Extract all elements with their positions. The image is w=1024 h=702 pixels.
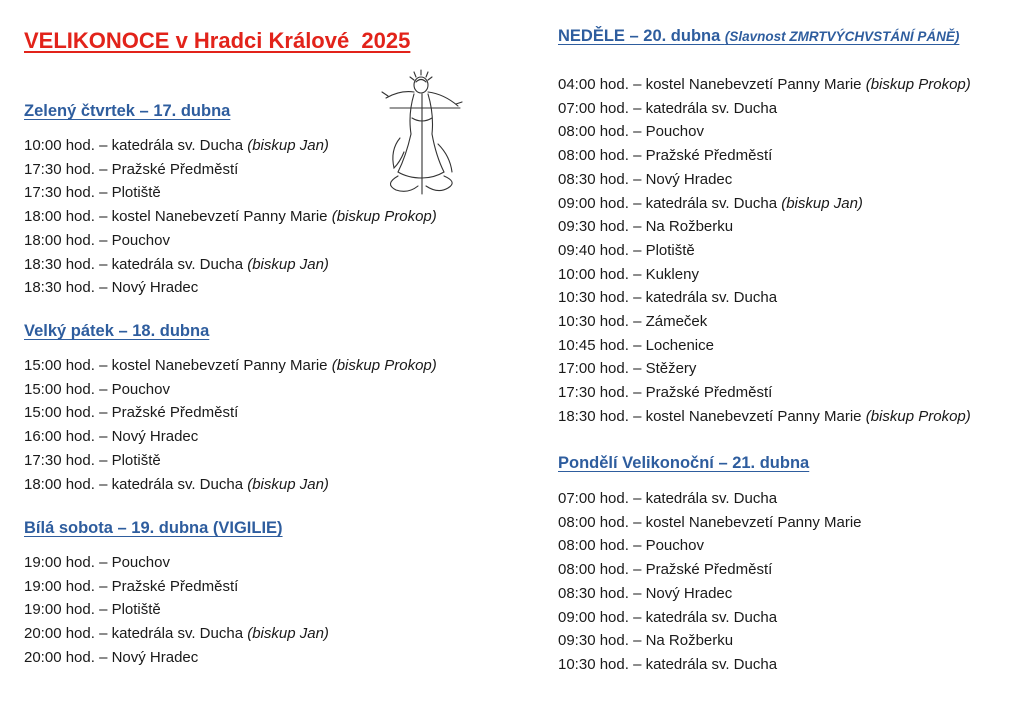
section-easter-sunday xyxy=(558,25,971,429)
schedule-entry xyxy=(24,134,437,158)
entry-text: 20:00 hod. – Nový Hradec xyxy=(24,648,199,666)
schedule-entry xyxy=(24,622,329,646)
entry-text: 10:30 hod. – Zámeček xyxy=(558,313,708,331)
schedule-entry xyxy=(24,551,329,575)
schedule-list xyxy=(24,551,329,670)
entry-text: 18:30 hod. – Nový Hradec xyxy=(24,279,199,297)
section-heading-main: NEDĚLE – 20. dubna xyxy=(558,27,725,45)
schedule-entry xyxy=(558,334,971,358)
entry-text: 17:30 hod. – Plotiště xyxy=(24,184,161,202)
schedule-entry xyxy=(558,405,971,429)
schedule-entry xyxy=(24,449,437,473)
section-good-friday xyxy=(24,320,437,496)
entry-text: 17:30 hod. – Plotiště xyxy=(24,451,161,469)
schedule-entry xyxy=(558,192,971,216)
entry-text: 10:00 hod. – katedrála sv. Ducha xyxy=(24,137,248,154)
section-heading: Bílá sobota – 19. dubna (VIGILIE) xyxy=(24,519,283,537)
schedule-entry xyxy=(558,263,971,287)
schedule-entry xyxy=(558,653,862,677)
section-heading xyxy=(558,25,971,48)
schedule-entry xyxy=(24,401,437,425)
entry-note: (biskup Prokop) xyxy=(331,208,437,226)
entry-note: (biskup Jan) xyxy=(247,137,329,154)
entry-text: 10:30 hod. – katedrála sv. Ducha xyxy=(558,655,778,673)
section-heading-sub: (Slavnost ZMRTVÝCHVSTÁNÍ PÁNĚ) xyxy=(724,29,960,44)
schedule-entry xyxy=(558,97,971,121)
entry-text: 18:00 hod. – kostel Nanebevzetí Panny Marie xyxy=(24,208,332,226)
entry-text: 04:00 hod. – kostel Nanebevzetí Panny Marie xyxy=(558,76,866,93)
schedule-entry xyxy=(558,286,971,310)
entry-text: 08:00 hod. – kostel Nanebevzetí Panny Marie xyxy=(558,513,862,531)
schedule-entry xyxy=(24,205,437,229)
entry-note: (biskup Jan) xyxy=(781,194,863,212)
entry-text: 18:00 hod. – katedrála sv. Ducha xyxy=(24,475,248,493)
section-heading-main: Pondělí Velikonoční – 21. dubna xyxy=(558,454,810,472)
entry-note: (biskup Jan) xyxy=(247,625,329,643)
entry-text: 10:45 hod. – Lochenice xyxy=(558,336,714,354)
schedule-entry xyxy=(24,253,437,277)
schedule-entry xyxy=(24,473,437,497)
schedule-entry xyxy=(24,276,437,300)
schedule-entry xyxy=(558,534,862,558)
entry-text: 07:00 hod. – katedrála sv. Ducha xyxy=(558,490,778,507)
entry-text: 09:40 hod. – Plotiště xyxy=(558,241,695,259)
entry-text: 17:00 hod. – Stěžery xyxy=(558,360,697,378)
schedule-entry xyxy=(24,425,437,449)
schedule-entry xyxy=(558,357,971,381)
entry-text: 19:00 hod. – Pražské Předměstí xyxy=(24,577,239,595)
entry-text: 17:30 hod. – Pražské Předměstí xyxy=(24,160,239,178)
entry-text: 15:00 hod. – Pouchov xyxy=(24,380,170,398)
entry-text: 09:30 hod. – Na Rožberku xyxy=(558,632,734,650)
entry-text: 08:00 hod. – Pouchov xyxy=(558,537,704,555)
schedule-list xyxy=(558,73,971,429)
entry-text: 07:00 hod. – katedrála sv. Ducha xyxy=(558,99,778,117)
entry-note: (biskup Prokop) xyxy=(331,357,437,374)
schedule-entry xyxy=(558,144,971,168)
entry-text: 15:00 hod. – kostel Nanebevzetí Panny Marie xyxy=(24,357,332,374)
section-heading xyxy=(558,452,862,475)
entry-note: (biskup Prokop) xyxy=(865,407,971,425)
schedule-entry xyxy=(558,381,971,405)
schedule-entry xyxy=(24,598,329,622)
schedule-entry xyxy=(24,158,437,182)
entry-text: 08:00 hod. – Pražské Předměstí xyxy=(558,561,773,579)
entry-text: 15:00 hod. – Pražské Předměstí xyxy=(24,404,239,422)
entry-text: 08:00 hod. – Pouchov xyxy=(558,123,704,141)
entry-note: (biskup Prokop) xyxy=(865,76,971,93)
schedule-entry xyxy=(558,582,862,606)
schedule-entry xyxy=(24,575,329,599)
section-holy-saturday xyxy=(24,517,329,670)
schedule-entry xyxy=(558,606,862,630)
schedule-entry xyxy=(558,629,862,653)
entry-text: 18:00 hod. – Pouchov xyxy=(24,231,170,249)
schedule-entry xyxy=(558,558,862,582)
schedule-entry xyxy=(24,181,437,205)
schedule-list xyxy=(24,354,437,496)
section-easter-monday xyxy=(558,452,862,677)
entry-text: 17:30 hod. – Pražské Předměstí xyxy=(558,384,773,402)
schedule-entry xyxy=(24,378,437,402)
entry-note: (biskup Jan) xyxy=(247,255,329,273)
page-title: VELIKONOCE v Hradci Králové 2025 xyxy=(24,28,411,53)
entry-text: 09:00 hod. – katedrála sv. Ducha xyxy=(558,194,782,212)
entry-text: 19:00 hod. – Plotiště xyxy=(24,601,161,619)
entry-text: 09:00 hod. – katedrála sv. Ducha xyxy=(558,608,778,626)
entry-text: 18:30 hod. – katedrála sv. Ducha xyxy=(24,255,248,273)
entry-text: 16:00 hod. – Nový Hradec xyxy=(24,428,199,446)
schedule-entry xyxy=(558,215,971,239)
entry-text: 08:30 hod. – Nový Hradec xyxy=(558,170,733,188)
schedule-entry xyxy=(558,310,971,334)
entry-text: 08:30 hod. – Nový Hradec xyxy=(558,584,733,602)
entry-text: 18:30 hod. – kostel Nanebevzetí Panny Marie xyxy=(558,407,866,425)
schedule-entry xyxy=(24,646,329,670)
schedule-entry xyxy=(558,73,971,97)
schedule-list xyxy=(24,134,437,300)
entry-text: 20:00 hod. – katedrála sv. Ducha xyxy=(24,625,248,643)
schedule-entry xyxy=(558,168,971,192)
schedule-list xyxy=(558,487,862,677)
entry-text: 09:30 hod. – Na Rožberku xyxy=(558,218,734,236)
entry-text: 08:00 hod. – Pražské Předměstí xyxy=(558,147,773,165)
schedule-entry xyxy=(24,229,437,253)
schedule-entry xyxy=(24,354,437,378)
entry-note: (biskup Jan) xyxy=(247,475,329,493)
entry-text: 19:00 hod. – Pouchov xyxy=(24,554,170,571)
section-heading: Velký pátek – 18. dubna xyxy=(24,322,210,340)
section-heading: Zelený čtvrtek – 17. dubna xyxy=(24,102,231,120)
schedule-entry xyxy=(558,239,971,263)
entry-text: 10:00 hod. – Kukleny xyxy=(558,265,699,283)
schedule-entry xyxy=(558,511,862,535)
schedule-entry xyxy=(558,120,971,144)
schedule-entry xyxy=(558,487,862,511)
entry-text: 10:30 hod. – katedrála sv. Ducha xyxy=(558,289,778,307)
section-green-thursday xyxy=(24,100,437,300)
